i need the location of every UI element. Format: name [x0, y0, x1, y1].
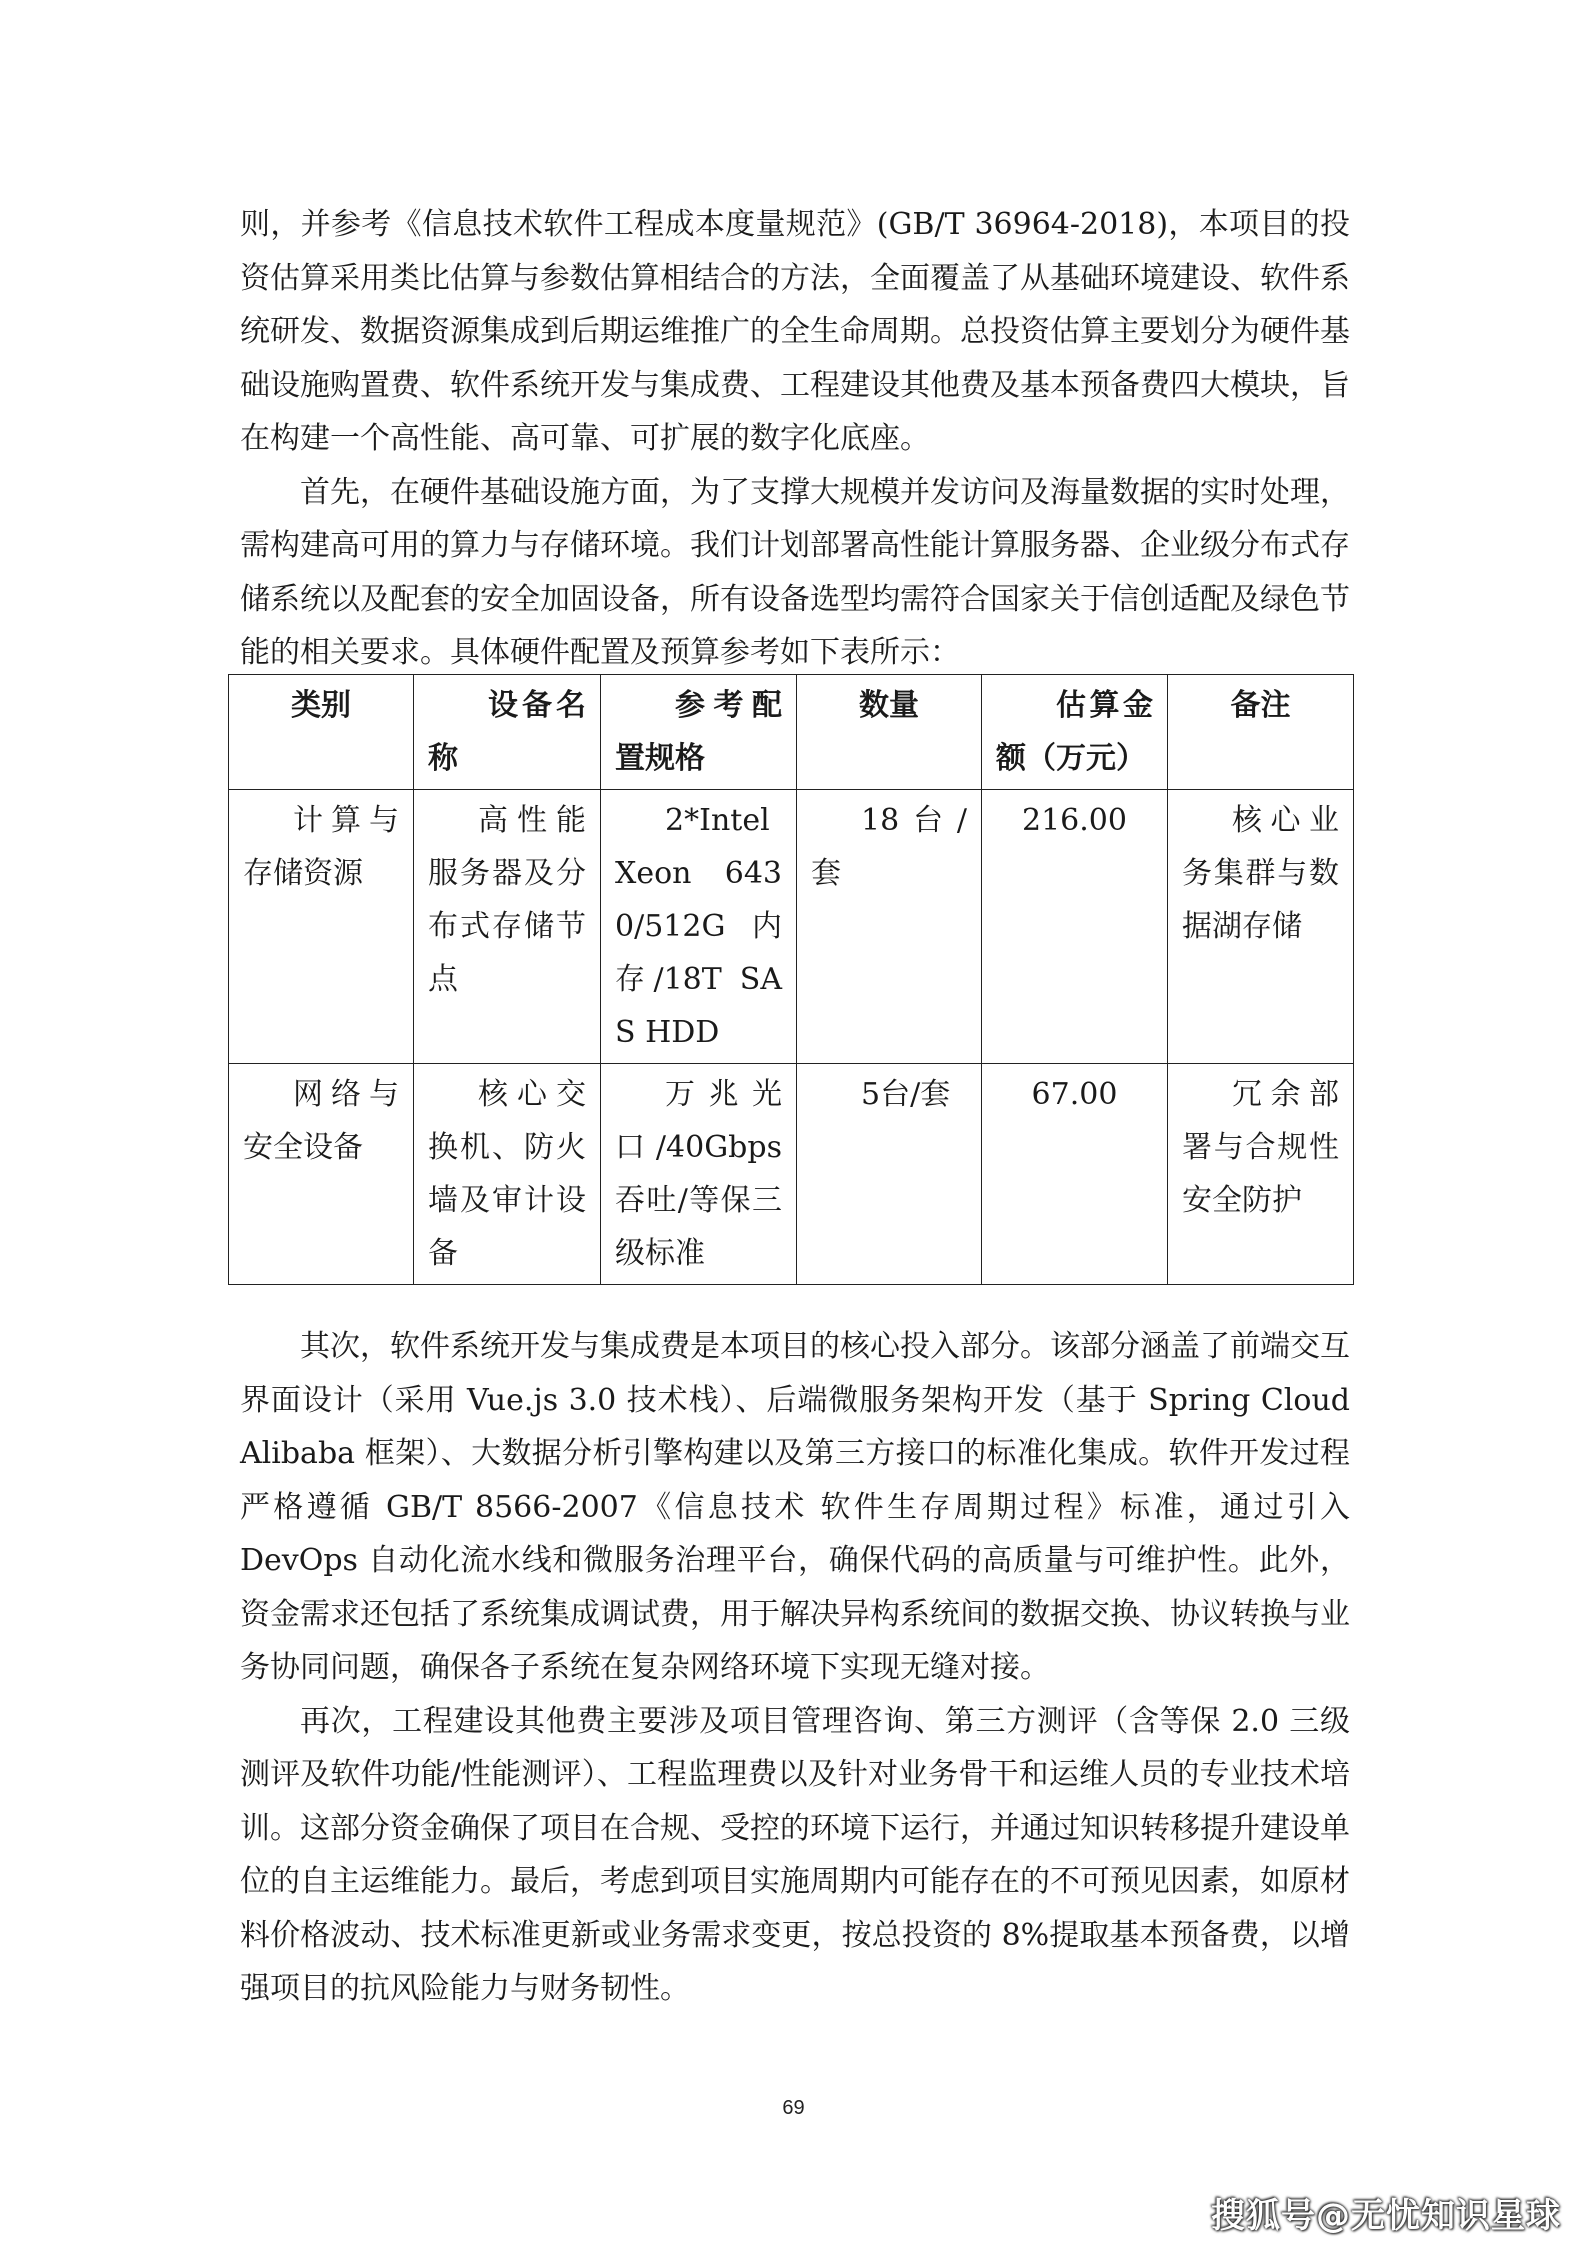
watermark: 搜狐号@无忧知识星球 [1211, 2196, 1561, 2236]
body-text-bottom [240, 1320, 1350, 2016]
header-device-name: 设备名称 [414, 675, 601, 790]
header-quantity: 数量 [797, 675, 982, 790]
cell-amount: 67.00 [982, 1064, 1168, 1285]
paragraph-hardware: 首先，在硬件基础设施方面，为了支撑大规模并发访问及海量数据的实时处理，需构建高可用的算力与存储环境。我们计划部署高性能计算服务器、企业级分布式存储系统以及配套的安全加固设备，所有设备选型均需符合国家关于信创适配及绿色节能的相关要求。具体硬件配置及预算参考如下表所示： [240, 474, 1350, 670]
header-category: 类别 [229, 675, 414, 790]
table-row [229, 790, 1354, 1064]
paragraph-continued: 则，并参考《信息技术软件工程成本度量规范》(GB/T 36964-2018)，本项目的投资估算采用类比估算与参数估算相结合的方法，全面覆盖了从基础环境建设、软件系统研发、数据资源集成到后期运维推广的全生命周期。总投资估算主要划分为硬件基础设施购置费、软件系统开发与集成费、工程建设其他费及基本预备费四大模块，旨在构建一个高性能、高可靠、可扩展的数字化底座。 [240, 207, 1350, 456]
cell-spec: 2*Intel Xeon 6430/512G内存/18T SAS HDD [601, 790, 797, 1064]
cell-category: 网络与安全设备 [229, 1064, 414, 1285]
table-row [229, 1064, 1354, 1285]
cell-quantity: 18台/套 [797, 790, 982, 1064]
cell-device-name: 核心交换机、防火墙及审计设备 [414, 1064, 601, 1285]
hardware-budget-table [228, 674, 1354, 1285]
cell-device-name: 高性能服务器及分布式存储节点 [414, 790, 601, 1064]
cell-spec: 万兆光口/40Gbps吞吐/等保三级标准 [601, 1064, 797, 1285]
paragraph-software: 其次，软件系统开发与集成费是本项目的核心投入部分。该部分涵盖了前端交互界面设计（采用 Vue.js 3.0 技术栈）、后端微服务架构开发（基于 Spring Cloud Alibaba 框架）、大数据分析引擎构建以及第三方接口的标准化集成。软件开发过程严格遵循 GB/T 8566-2007《信息技术 软件生存周期过程》标准，通过引入 DevOps 自动化流水线和微服务治理平台，确保代码的高质量与可维护性。此外，资金需求还包括了系统集成调试费，用于解决异构系统间的数据交换、协议转换与业务协同问题，确保各子系统在复杂网络环境下实现无缝对接。 [240, 1329, 1350, 1685]
header-amount: 估算金额（万元） [982, 675, 1168, 790]
body-text-top [240, 198, 1350, 680]
table-header-row [229, 675, 1354, 790]
header-spec: 参考配置规格 [601, 675, 797, 790]
cell-amount: 216.00 [982, 790, 1168, 1064]
page-number: 69 [782, 2097, 805, 2119]
cell-category: 计算与存储资源 [229, 790, 414, 1064]
paragraph-other-costs: 再次，工程建设其他费主要涉及项目管理咨询、第三方测评（含等保 2.0 三级测评及软件功能/性能测评）、工程监理费以及针对业务骨干和运维人员的专业技术培训。这部分资金确保了项目在合规、受控的环境下运行，并通过知识转移提升建设单位的自主运维能力。最后，考虑到项目实施周期内可能存在的不可预见因素，如原材料价格波动、技术标准更新或业务需求变更，按总投资的 8%提取基本预备费，以增强项目的抗风险能力与财务韧性。 [240, 1703, 1350, 2006]
cell-remarks: 核心业务集群与数据湖存储 [1168, 790, 1354, 1064]
header-remarks: 备注 [1168, 675, 1354, 790]
cell-quantity: 5台/套 [797, 1064, 982, 1285]
cell-remarks: 冗余部署与合规性安全防护 [1168, 1064, 1354, 1285]
